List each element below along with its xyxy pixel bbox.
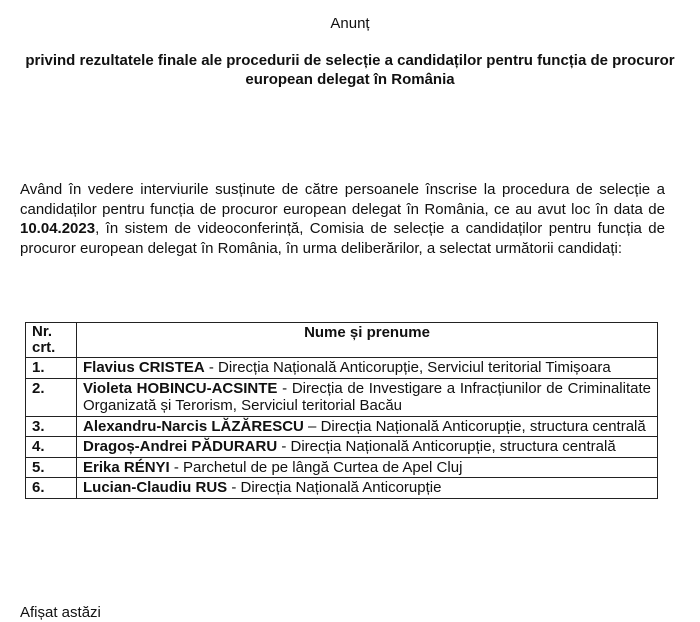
- candidate-institution: – Direcția Națională Anticorupție, structura centrală: [303, 417, 646, 435]
- candidate-name: Alexandru-Narcis LĂZĂRESCU: [83, 417, 304, 435]
- row-number: 3.: [26, 416, 77, 437]
- table-row: [26, 478, 658, 499]
- table-row: [26, 358, 658, 379]
- candidate-name: Lucian-Claudiu RUS: [83, 479, 228, 496]
- table-row: [26, 378, 658, 416]
- posting-note: Afișat astăzi: [20, 604, 101, 621]
- candidate-cell: [77, 437, 658, 458]
- candidate-name: Flavius CRISTEA: [83, 359, 205, 376]
- intro-text-part2: , în sistem de videoconferință, Comisia de selecție a candidaților pentru funcția de procuror european delegat în România, în urma deliberărilor, a selectat următorii candidați:: [20, 220, 665, 257]
- row-number: 6.: [26, 478, 77, 499]
- candidate-institution: - Direcția de Investigare a Infracțiunilor de Criminalitate Organizată și Terorism, Serviciul teritorial Bacău: [83, 379, 651, 414]
- candidate-institution: - Parchetul de pe lângă Curtea de Apel Cluj: [169, 458, 463, 476]
- candidate-institution: - Direcția Națională Anticorupție: [227, 479, 442, 496]
- table-row: [26, 416, 658, 437]
- row-number: 2.: [26, 378, 77, 416]
- candidates-table: [25, 322, 658, 499]
- candidate-cell: [77, 358, 658, 379]
- candidate-cell: [77, 378, 658, 416]
- intro-paragraph: [20, 180, 665, 258]
- row-number: 1.: [26, 358, 77, 379]
- candidate-cell: [77, 416, 658, 437]
- candidate-name: Erika RÉNYI: [83, 458, 170, 476]
- candidate-name: Dragoș-Andrei PĂDURARU: [83, 438, 278, 455]
- row-number: 4.: [26, 437, 77, 458]
- table-header-row: [26, 323, 658, 358]
- candidate-cell: [77, 478, 658, 499]
- document-title: Anunț: [330, 15, 370, 32]
- document-subtitle: privind rezultatele finale ale procedurii de selecție a candidaților pentru funcția de procuror european delegat în România: [25, 52, 675, 88]
- row-number: 5.: [26, 457, 77, 478]
- candidate-cell: [77, 457, 658, 478]
- candidate-institution: - Direcția Națională Anticorupție, Serviciul teritorial Timișoara: [204, 359, 611, 376]
- column-header-name: Nume și prenume: [77, 323, 658, 358]
- column-header-nr: Nr. crt.: [26, 323, 77, 358]
- table-row: [26, 437, 658, 458]
- candidate-name: Violeta HOBINCU-ACSINTE: [83, 379, 278, 397]
- interview-date: 10.04.2023: [20, 220, 96, 237]
- intro-text-part1: Având în vedere interviurile susținute de către persoanele înscrise la procedura de selecție a candidaților pentru funcția de procuror european delegat în România, ce au avut loc în data de: [20, 181, 665, 218]
- table-row: [26, 457, 658, 478]
- candidate-institution: - Direcția Națională Anticorupție, structura centrală: [277, 438, 616, 455]
